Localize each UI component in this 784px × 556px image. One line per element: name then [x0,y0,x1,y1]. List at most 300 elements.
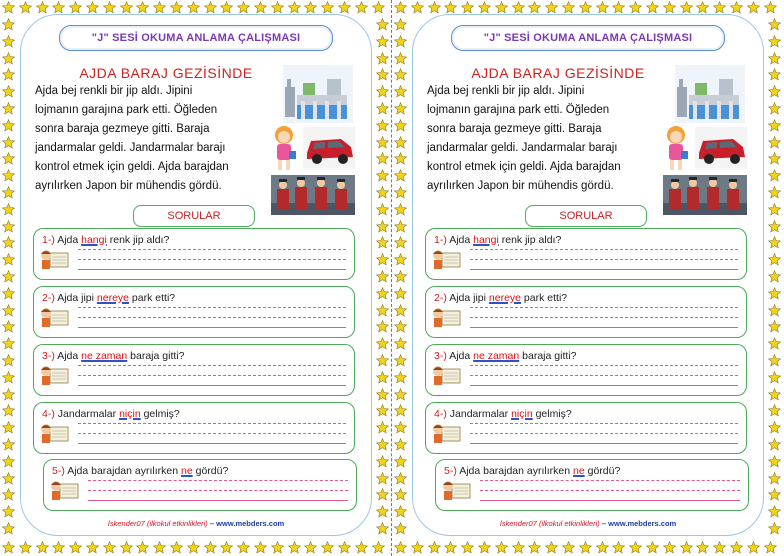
star-icon [394,421,407,434]
question-prefix: Ajda [449,350,471,362]
star-icon [170,1,183,14]
star-icon [376,404,389,417]
star-icon [254,1,267,14]
question-prefix: Ajda [57,234,79,246]
star-icon [411,1,424,14]
footer-site: – www.mebders.com [599,519,677,528]
star-icon [768,522,781,535]
worksheet-banner: "J" SESİ OKUMA ANLAMA ÇALIŞMASI [59,25,333,51]
star-icon [629,541,642,554]
question-text [42,408,180,420]
worksheet-panel [412,14,764,536]
writing-kid-icon [430,363,462,387]
star-icon [376,455,389,468]
answer-line[interactable] [88,490,348,491]
answer-line[interactable] [470,249,738,250]
star-icon [376,119,389,132]
star-icon [612,541,625,554]
girl-illustration [661,125,691,173]
star-icon [376,388,389,401]
star-icon [103,541,116,554]
question-suffix: gelmiş? [143,408,180,420]
writing-kid-icon [38,247,70,271]
star-icon [120,1,133,14]
answer-line[interactable] [78,365,346,366]
footer-author: İskender07 (ilkokul etkinlikleri) [107,519,208,528]
question-prefix: Ajda jipi [57,292,94,304]
question-box [33,344,355,396]
star-icon [338,1,351,14]
star-icon [768,186,781,199]
star-icon [768,119,781,132]
star-icon [768,35,781,48]
star-icon [478,541,491,554]
star-icon [663,1,676,14]
star-icon [579,1,592,14]
star-icon [394,169,407,182]
star-icon [304,1,317,14]
answer-line[interactable] [470,365,738,366]
question-keyword: nereye [488,292,521,304]
star-icon [394,270,407,283]
star-icon [747,1,760,14]
star-icon [768,388,781,401]
question-text [434,408,572,420]
star-icon [461,1,474,14]
answer-line[interactable] [78,327,346,328]
footer [21,519,371,528]
star-icon [512,541,525,554]
star-icon [376,236,389,249]
writing-kid-icon [38,363,70,387]
star-icon [394,488,407,501]
question-box [43,459,357,511]
story-line: ayrılırken Japon bir mühendis gördü. [35,180,222,192]
star-icon [394,152,407,165]
star-icon [596,1,609,14]
star-icon [2,337,15,350]
question-suffix: baraja gitti? [522,350,577,362]
star-icon [2,371,15,384]
star-icon [376,505,389,518]
answer-line[interactable] [470,423,738,424]
star-icon [768,203,781,216]
star-icon [768,505,781,518]
footer [413,519,763,528]
star-icon [545,1,558,14]
question-prefix: Ajda [449,234,471,246]
answer-line[interactable] [78,423,346,424]
question-text [42,292,175,304]
answer-line[interactable] [88,500,348,501]
star-icon [730,541,743,554]
question-box [33,228,355,280]
star-icon [2,388,15,401]
star-icon [768,404,781,417]
writing-kid-icon [38,421,70,445]
star-icon [768,438,781,451]
star-icon [376,152,389,165]
star-icon [120,541,133,554]
star-icon [304,541,317,554]
question-keyword: hangi [81,234,107,246]
star-icon [136,541,149,554]
star-icon [394,136,407,149]
story-line: Ajda bej renkli bir jip aldı. Jipini [35,85,193,97]
star-icon [411,541,424,554]
star-icon [764,541,777,554]
question-number: 1-) [42,234,55,246]
girl-illustration [269,125,299,173]
star-icon [730,1,743,14]
question-suffix: baraja gitti? [130,350,185,362]
answer-line[interactable] [470,269,738,270]
answer-line[interactable] [78,269,346,270]
question-text [444,465,620,477]
story-line: kontrol etmek için geldi. Ajda barajdan [35,161,229,173]
star-icon [19,1,32,14]
star-icon [495,1,508,14]
story-line: lojmanın garajına park etti. Öğleden [427,104,610,116]
story-line: sonra baraja gezmeye gitti. Baraja [35,123,210,135]
answer-line[interactable] [78,385,346,386]
star-icon [428,1,441,14]
star-icon [153,1,166,14]
star-icon [461,541,474,554]
writing-kid-icon [440,478,472,502]
star-icon [394,85,407,98]
star-icon [2,186,15,199]
star-icon [36,541,49,554]
question-prefix: Jandarmalar [449,408,509,420]
question-suffix: renk jip aldı? [501,234,562,246]
star-icon [2,522,15,535]
star-icon [376,18,389,31]
question-suffix: park etti? [523,292,568,304]
star-icon [768,102,781,115]
star-icon [768,169,781,182]
question-suffix: gördü? [195,465,229,477]
star-icon [768,371,781,384]
question-keyword: ne [181,465,193,477]
question-prefix: Ajda jipi [449,292,486,304]
star-icon [376,85,389,98]
star-icon [768,455,781,468]
writing-kid-icon [430,247,462,271]
question-box [33,286,355,338]
star-icon [376,220,389,233]
story-line: sonra baraja gezmeye gitti. Baraja [427,123,602,135]
star-icon [376,136,389,149]
star-icon [680,541,693,554]
star-icon [2,18,15,31]
star-icon [768,236,781,249]
story-line: ayrılırken Japon bir mühendis gördü. [427,180,614,192]
star-icon [2,270,15,283]
star-icon [394,18,407,31]
star-icon [103,1,116,14]
star-icon [394,236,407,249]
star-icon [768,270,781,283]
star-icon [136,1,149,14]
star-icon [355,541,368,554]
star-icon [376,488,389,501]
star-icon [394,1,407,14]
story-line: lojmanın garajına park etti. Öğleden [35,104,218,116]
question-box [425,402,747,454]
question-number: 5-) [444,465,457,477]
star-icon [545,541,558,554]
star-icon [376,169,389,182]
star-icon [747,541,760,554]
answer-line[interactable] [470,443,738,444]
star-icon [153,541,166,554]
dam-illustration [283,65,353,123]
star-icon [768,421,781,434]
star-icon [562,541,575,554]
question-text [434,234,561,246]
star-icon [629,1,642,14]
star-icon [372,541,385,554]
star-icon [696,1,709,14]
answer-line[interactable] [78,259,346,260]
star-icon [2,472,15,485]
answer-line[interactable] [480,480,740,481]
jeep-illustration [695,127,747,169]
question-number: 3-) [42,350,55,362]
question-prefix: Ajda barajdan ayrılırken [459,465,571,477]
answer-line[interactable] [480,490,740,491]
questions-heading: SORULAR [525,205,647,227]
answer-line[interactable] [470,307,738,308]
story-line: Ajda bej renkli bir jip aldı. Jipini [427,85,585,97]
star-icon [768,354,781,367]
star-icon [376,35,389,48]
star-icon [764,1,777,14]
question-suffix: renk jip aldı? [109,234,170,246]
question-suffix: gelmiş? [535,408,572,420]
star-icon [768,52,781,65]
star-icon [271,1,284,14]
answer-line[interactable] [78,433,346,434]
star-icon [579,541,592,554]
question-box [425,286,747,338]
star-icon [376,186,389,199]
star-icon [768,18,781,31]
answer-line[interactable] [88,480,348,481]
star-icon [2,119,15,132]
star-icon [2,455,15,468]
star-icon [394,541,407,554]
star-icon [394,505,407,518]
star-icon [663,541,676,554]
star-icon [2,505,15,518]
question-box [425,344,747,396]
question-number: 3-) [434,350,447,362]
star-icon [237,541,250,554]
dam-illustration [675,65,745,123]
writing-kid-icon [430,421,462,445]
star-icon [376,522,389,535]
star-icon [376,472,389,485]
star-icon [288,1,301,14]
question-box [425,228,747,280]
question-number: 1-) [434,234,447,246]
star-icon [355,1,368,14]
gendarmes-illustration [663,175,747,215]
answer-line[interactable] [78,443,346,444]
star-icon [394,388,407,401]
answer-line[interactable] [470,259,738,260]
star-icon [444,541,457,554]
star-icon [428,541,441,554]
star-icon [646,541,659,554]
star-icon [187,1,200,14]
star-icon [321,1,334,14]
star-icon [713,541,726,554]
star-icon [394,337,407,350]
question-keyword: nereye [96,292,129,304]
star-icon [2,203,15,216]
star-icon [596,541,609,554]
star-icon [376,438,389,451]
questions-heading: SORULAR [133,205,255,227]
star-icon [2,320,15,333]
star-icon [444,1,457,14]
star-icon [394,404,407,417]
star-icon [478,1,491,14]
story-title: AJDA BARAJ GEZİSİNDE [79,65,253,81]
question-prefix: Ajda barajdan ayrılırken [67,465,179,477]
star-icon [69,1,82,14]
star-icon [768,68,781,81]
star-icon [52,541,65,554]
answer-line[interactable] [78,375,346,376]
answer-line[interactable] [470,327,738,328]
star-icon [220,541,233,554]
star-icon [376,52,389,65]
story-line: kontrol etmek için geldi. Ajda barajdan [427,161,621,173]
star-icon [2,169,15,182]
star-icon [237,1,250,14]
star-icon [495,541,508,554]
star-icon [2,52,15,65]
star-icon [394,35,407,48]
star-icon [612,1,625,14]
star-icon [646,1,659,14]
jeep-illustration [303,127,355,169]
star-icon [768,253,781,266]
star-icon [562,1,575,14]
star-icon [394,52,407,65]
writing-kid-icon [38,305,70,329]
star-icon [768,85,781,98]
answer-line[interactable] [78,317,346,318]
star-icon [394,472,407,485]
answer-line[interactable] [470,385,738,386]
star-icon [680,1,693,14]
answer-line[interactable] [78,307,346,308]
story-line: jandarmalar geldi. Jandarmalar barajı [427,142,618,154]
star-icon [2,236,15,249]
star-icon [768,320,781,333]
star-icon [2,304,15,317]
answer-line[interactable] [470,433,738,434]
star-icon [768,488,781,501]
star-icon [376,421,389,434]
footer-author: İskender07 (ilkokul etkinlikleri) [499,519,600,528]
star-icon [2,287,15,300]
answer-line[interactable] [78,249,346,250]
story-title: AJDA BARAJ GEZİSİNDE [471,65,645,81]
star-icon [2,354,15,367]
star-icon [2,35,15,48]
star-icon [376,320,389,333]
star-icon [394,68,407,81]
answer-line[interactable] [470,317,738,318]
question-box [33,402,355,454]
worksheet-panel [20,14,372,536]
star-icon [372,1,385,14]
star-icon [394,203,407,216]
star-icon [254,541,267,554]
star-icon [69,541,82,554]
question-number: 4-) [42,408,55,420]
star-icon [19,541,32,554]
question-prefix: Ajda [57,350,79,362]
star-icon [2,421,15,434]
star-icon [394,186,407,199]
star-icon [376,304,389,317]
star-icon [376,337,389,350]
question-keyword: hangi [473,234,499,246]
star-icon [768,337,781,350]
star-icon [204,1,217,14]
question-box [435,459,749,511]
star-icon [376,203,389,216]
star-icon [394,119,407,132]
star-icon [376,253,389,266]
star-icon [394,102,407,115]
star-icon [2,68,15,81]
star-icon [2,85,15,98]
writing-kid-icon [430,305,462,329]
star-icon [288,541,301,554]
star-icon [338,541,351,554]
answer-line[interactable] [470,375,738,376]
question-number: 4-) [434,408,447,420]
question-number: 2-) [42,292,55,304]
star-icon [768,136,781,149]
footer-site: – www.mebders.com [207,519,285,528]
star-icon [2,136,15,149]
star-icon [394,253,407,266]
star-icon [394,438,407,451]
question-keyword: ne zaman [473,350,520,362]
worksheet-banner: "J" SESİ OKUMA ANLAMA ÇALIŞMASI [451,25,725,51]
answer-line[interactable] [480,500,740,501]
star-icon [394,220,407,233]
question-keyword: ne [573,465,585,477]
star-icon [2,488,15,501]
star-icon [2,1,15,14]
question-suffix: park etti? [131,292,176,304]
question-text [434,292,567,304]
star-icon [2,152,15,165]
star-icon [52,1,65,14]
star-icon [768,152,781,165]
star-icon [394,455,407,468]
